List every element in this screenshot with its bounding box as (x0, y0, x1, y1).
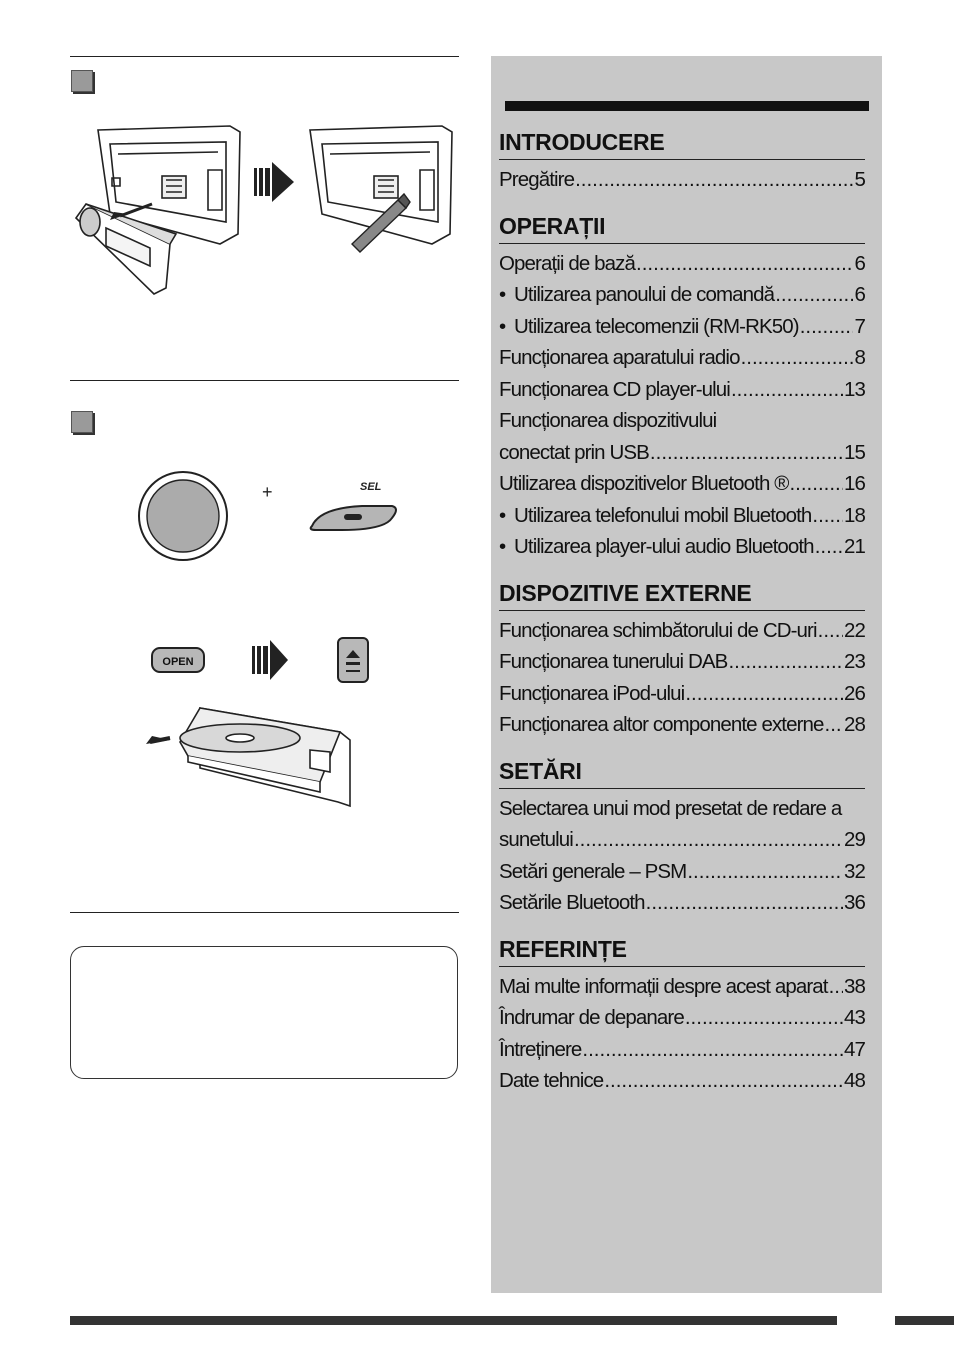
toc-page-number: 43 (843, 1006, 865, 1029)
toc-page-number: 47 (843, 1037, 865, 1061)
toc-section-title: OPERAȚII (499, 210, 865, 244)
toc-top-bar (505, 101, 869, 111)
toc-entry-title: Funcționarea altor componente externe (499, 713, 824, 736)
toc-page-number: 38 (843, 974, 865, 998)
toc-entry-title: Mai multe informații despre acest aparat (499, 974, 828, 998)
toc-entry-title: conectat prin USB (499, 440, 649, 464)
toc-dot-leader (728, 646, 843, 678)
toc-entry-title: Întreținere (499, 1037, 582, 1061)
toc-entry[interactable] (499, 709, 865, 741)
toc-entry-title: Pregătire (499, 168, 575, 191)
toc-entry[interactable] (499, 500, 865, 532)
toc-page-number: 6 (854, 283, 865, 306)
toc-entry[interactable] (499, 793, 865, 825)
top-rule (70, 56, 459, 57)
toc-section-title: DISPOZITIVE EXTERNE (499, 577, 865, 611)
toc-dot-leader (741, 342, 854, 374)
rule-section-2 (70, 380, 459, 381)
step-arrow-2 (252, 640, 288, 680)
toc-dot-leader (685, 678, 843, 710)
toc-page-number: 29 (843, 828, 865, 851)
toc-dot-leader (650, 437, 843, 469)
toc-page-number: 18 (843, 503, 865, 527)
toc-entry[interactable] (499, 678, 865, 710)
toc-page-number: 16 (843, 472, 865, 495)
disc-unit (180, 708, 350, 806)
toc-entry-title: Funcționarea iPod-ului (499, 681, 685, 705)
toc-entry[interactable] (499, 646, 865, 678)
toc-dot-leader (789, 468, 843, 500)
toc-content (499, 126, 865, 1097)
toc-dot-leader (812, 500, 843, 532)
toc-dot-leader (775, 279, 853, 311)
toc-dot-leader (646, 887, 843, 919)
toc-entry[interactable] (499, 531, 865, 563)
toc-entry[interactable] (499, 164, 865, 196)
toc-entry-title: sunetului (499, 828, 573, 851)
section-marker-detach (71, 70, 93, 92)
toc-entry[interactable] (499, 1034, 865, 1066)
toc-entry-title: Funcționarea aparatului radio (499, 346, 740, 369)
note-box (70, 946, 458, 1079)
toc-page-number: 32 (843, 859, 865, 883)
toc-entry[interactable] (499, 279, 865, 311)
toc-entry[interactable] (499, 1002, 865, 1034)
bottom-bar-right (895, 1316, 954, 1325)
toc-entry[interactable] (499, 248, 865, 280)
table-of-contents (491, 56, 882, 1293)
sel-button-icon (311, 506, 396, 530)
toc-dot-leader (825, 709, 843, 741)
toc-entry[interactable] (499, 1065, 865, 1097)
eject-disc-illustration (140, 632, 380, 812)
toc-dot-leader (575, 164, 853, 196)
eject-button-icon (338, 638, 368, 682)
bottom-bar-left (70, 1316, 837, 1325)
toc-entry-title: • Utilizarea panoului de comandă (499, 279, 774, 311)
toc-dot-leader (815, 531, 843, 563)
toc-entry-title: Utilizarea dispozitivelor Bluetooth ® (499, 472, 789, 495)
toc-entry[interactable] (499, 374, 865, 406)
plus-label: + (262, 482, 273, 502)
toc-entry-title: Date tehnice (499, 1069, 604, 1092)
toc-entry-title: Setările Bluetooth (499, 891, 645, 914)
open-label: OPEN (162, 656, 194, 668)
toc-entry[interactable] (499, 856, 865, 888)
toc-entry[interactable] (499, 342, 865, 374)
toc-entry[interactable] (499, 971, 865, 1003)
control-dial-icon (139, 472, 227, 560)
toc-entry[interactable] (499, 824, 865, 856)
rule-section-3 (70, 912, 459, 913)
toc-entry-title: Setări generale – PSM (499, 859, 687, 883)
toc-entry-title: Operații de bază (499, 251, 636, 275)
toc-entry-title: • Utilizarea telefonului mobil Bluetooth (499, 500, 811, 532)
step-arrow-1 (254, 162, 294, 202)
toc-page-number: 36 (843, 891, 865, 914)
toc-dot-leader (687, 856, 843, 888)
open-button-icon (152, 648, 204, 672)
section-marker-reset (71, 411, 93, 433)
toc-entry[interactable] (499, 311, 865, 343)
toc-dot-leader (818, 615, 843, 647)
toc-dot-leader (636, 248, 853, 280)
toc-dot-leader (685, 1002, 843, 1034)
toc-page-number: 21 (843, 535, 865, 558)
toc-entry-title: Funcționarea CD player-ului (499, 377, 730, 401)
toc-page-number: 6 (854, 251, 865, 275)
toc-dot-leader (604, 1065, 843, 1097)
toc-entry-title: • Utilizarea telecomenzii (RM-RK50) (499, 311, 799, 343)
toc-entry[interactable] (499, 405, 865, 437)
toc-entry[interactable] (499, 468, 865, 500)
toc-entry-title: Funcționarea tunerului DAB (499, 650, 728, 673)
toc-page-number: 26 (843, 681, 865, 705)
toc-page-number: 28 (843, 713, 865, 736)
detach-panel-illustration (70, 118, 460, 298)
toc-dot-leader (574, 824, 843, 856)
toc-entry-title: Funcționarea dispozitivului (499, 409, 717, 432)
toc-page-number: 8 (854, 346, 865, 369)
toc-dot-leader (731, 374, 843, 406)
toc-page-number: 13 (843, 377, 865, 401)
reset-buttons-illustration (130, 468, 410, 568)
toc-entry[interactable] (499, 615, 865, 647)
toc-dot-leader (829, 971, 843, 1003)
toc-section-title: SETĂRI (499, 755, 865, 789)
toc-entry-title: Funcționarea schimbătorului de CD-uri (499, 618, 817, 642)
toc-dot-leader (582, 1034, 843, 1066)
toc-page-number: 15 (843, 440, 865, 464)
toc-dot-leader (800, 311, 854, 343)
eject-arrow-icon (146, 736, 170, 744)
toc-entry-title: • Utilizarea player-ului audio Bluetooth (499, 531, 814, 563)
toc-page-number: 23 (843, 650, 865, 673)
toc-entry-title: Îndrumar de depanare (499, 1006, 684, 1029)
toc-entry-title: Selectarea unui mod presetat de redare a (499, 796, 842, 820)
toc-entry[interactable] (499, 887, 865, 919)
toc-page-number: 7 (854, 314, 865, 338)
toc-page-number: 48 (843, 1069, 865, 1092)
toc-page-number: 5 (854, 168, 865, 191)
toc-section-title: INTRODUCERE (499, 126, 865, 160)
toc-section-title: REFERINȚE (499, 933, 865, 967)
toc-entry[interactable] (499, 437, 865, 469)
toc-page-number: 22 (843, 618, 865, 642)
sel-label: SEL (360, 481, 382, 493)
